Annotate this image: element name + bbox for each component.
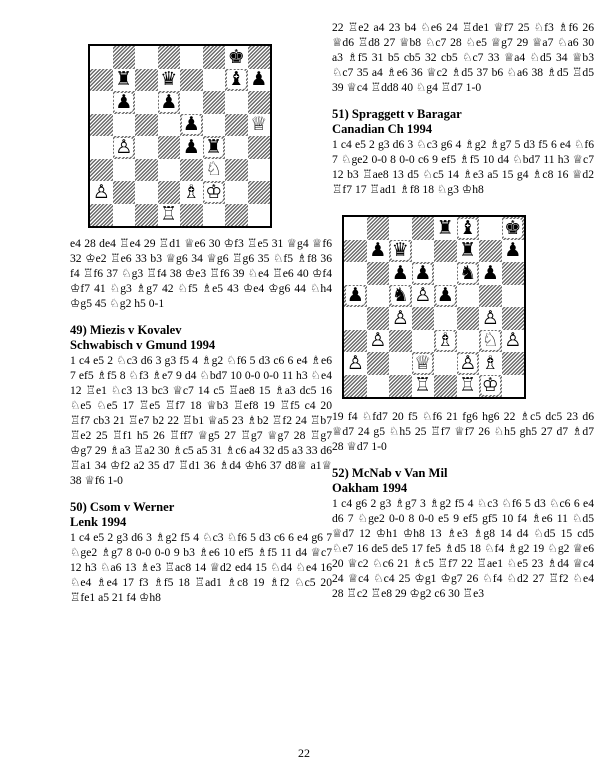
board-square [389, 240, 412, 263]
board-square [225, 114, 248, 137]
chess-piece-icon: ♚ [227, 45, 245, 68]
chess-piece-icon: ♟ [250, 68, 268, 91]
board-square [479, 375, 502, 398]
chess-piece-icon: ♙ [115, 135, 133, 158]
game-48-continuation: e4 28 de4 ♖e4 29 ♖d1 ♕e6 30 ♔f3 ♖e5 31 ♕g4 ♕f6 32 ♔e2 ♖e6 33 b3 ♕g6 34 ♕g6 ♖g6 35 ♘f5 ♗f8 36 f4 ♖f6 37 ♘g3 ♖f4 38 ♔e3 ♖f6 39 ♘e4 ♖e6 40 ♔f4 ♔f7 41 ♘g3 ♗g7 42 ♘f5 ♗e5 43 ♔e4 ♔g6 44 ♘h4 ♔g5 45 ♘g2 h5 0-1 [70, 237, 332, 310]
board-square [90, 181, 113, 204]
chess-piece-icon: ♖ [459, 374, 477, 397]
board-square [248, 69, 271, 92]
chess-piece-icon: ♙ [481, 306, 499, 329]
board-square [479, 262, 502, 285]
board-square [203, 136, 226, 159]
board-square [502, 262, 525, 285]
board-square [158, 181, 181, 204]
board-square [158, 46, 181, 69]
board-square [203, 46, 226, 69]
game-51-continuation: 19 f4 ♘fd7 20 f5 ♘f6 21 fg6 hg6 22 ♗c5 dc5 23 d6 ♕d7 24 g5 ♘h5 25 ♖f7 ♕f7 26 ♘h5 gh5 27 d7 ♗d7 28 ♕d7 1-0 [332, 410, 594, 453]
board-square [434, 240, 457, 263]
board-square [389, 217, 412, 240]
board-square [502, 330, 525, 353]
board-square [344, 240, 367, 263]
page-number: 22 [298, 746, 310, 760]
board-square [434, 375, 457, 398]
board-square [367, 217, 390, 240]
board-square [367, 262, 390, 285]
board-square [135, 136, 158, 159]
board-square [248, 46, 271, 69]
board-square [113, 181, 136, 204]
board-square [113, 91, 136, 114]
board-square [502, 352, 525, 375]
board-square [180, 69, 203, 92]
board-square [367, 307, 390, 330]
chess-piece-icon: ♟ [182, 135, 200, 158]
board-square [90, 69, 113, 92]
board-square [389, 307, 412, 330]
board-square [113, 136, 136, 159]
game-51 [332, 107, 594, 197]
board-square [367, 330, 390, 353]
chess-piece-icon: ♛ [391, 239, 409, 262]
game-52-title: 52) McNab v Van Mil [332, 466, 448, 480]
board-square [412, 352, 435, 375]
board-square [389, 262, 412, 285]
board-square [135, 69, 158, 92]
chess-piece-icon: ♗ [481, 351, 499, 374]
chess-piece-icon: ♙ [92, 180, 110, 203]
board-square [248, 114, 271, 137]
board-square [479, 307, 502, 330]
board-square [180, 136, 203, 159]
chess-piece-icon: ♙ [369, 329, 387, 352]
board-square [434, 330, 457, 353]
board-square [135, 114, 158, 137]
board-square [344, 330, 367, 353]
board-square [457, 352, 480, 375]
chess-piece-icon: ♜ [436, 216, 454, 239]
chess-piece-icon: ♖ [414, 374, 432, 397]
board-square [203, 114, 226, 137]
board-square [225, 46, 248, 69]
board-square [158, 69, 181, 92]
board-square [479, 330, 502, 353]
board-square [90, 159, 113, 182]
board-square [457, 375, 480, 398]
chess-piece-icon: ♕ [414, 351, 432, 374]
board-square [135, 159, 158, 182]
board-square [158, 204, 181, 227]
chess-piece-icon: ♙ [504, 329, 522, 352]
board-square [90, 91, 113, 114]
game-52-moves: 1 c4 g6 2 g3 ♗g7 3 ♗g2 f5 4 ♘c3 ♘f6 5 d3 ♘c6 6 e4 d6 7 ♘ge2 0-0 8 0-0 e5 9 ef5 gf5 10 f4 ♗e6 11 ♘d5 ♕d7 12 ♔h1 ♔h8 13 ♗e3 ♗g8 14 d4 ♘d5 15 cd5 ♘e7 16 de5 de5 17 fe5 ♗d5 18 ♘f4 ♗g2 19 ♘g2 ♕e6 20 ♕c2 ♘c6 21 ♗c5 ♖f7 22 ♖ae1 ♘e5 23 ♗d4 ♕c4 24 ♕c4 ♘c4 25 ♔g1 ♔g7 26 ♘f4 ♘d2 27 ♖f2 ♘e4 28 ♖c2 ♖e8 29 ♔g2 c6 30 ♖e3 [332, 497, 594, 600]
chess-piece-icon: ♟ [115, 90, 133, 113]
board-square [457, 285, 480, 308]
game-49-title: 49) Miezis v Kovalev [70, 323, 182, 337]
board-square [180, 181, 203, 204]
board-square [344, 217, 367, 240]
board-square [248, 159, 271, 182]
chess-piece-icon: ♝ [227, 68, 245, 91]
chess-piece-icon: ♞ [391, 284, 409, 307]
board-square [135, 46, 158, 69]
board-square [412, 240, 435, 263]
board-square [203, 91, 226, 114]
chess-piece-icon: ♛ [160, 68, 178, 91]
chess-piece-icon: ♟ [369, 239, 387, 262]
board-square [479, 285, 502, 308]
chess-piece-icon: ♘ [481, 329, 499, 352]
board-square [502, 240, 525, 263]
board-square [502, 375, 525, 398]
board-square [248, 136, 271, 159]
board-square [344, 262, 367, 285]
board-square [412, 330, 435, 353]
chess-piece-icon: ♚ [504, 216, 522, 239]
board-square [113, 114, 136, 137]
chess-piece-icon: ♞ [459, 261, 477, 284]
board-square [479, 352, 502, 375]
game-52-event: Oakham 1994 [332, 481, 408, 495]
board-square [457, 217, 480, 240]
board-square [367, 352, 390, 375]
board-square [367, 240, 390, 263]
chess-piece-icon: ♖ [160, 203, 178, 226]
board-square [180, 159, 203, 182]
board-square [113, 204, 136, 227]
board-square [412, 285, 435, 308]
board-square [412, 375, 435, 398]
board-square [203, 181, 226, 204]
board-square [479, 217, 502, 240]
board-square [180, 91, 203, 114]
chess-piece-icon: ♟ [391, 261, 409, 284]
game-51-event: Canadian Ch 1994 [332, 122, 433, 136]
board-square [180, 114, 203, 137]
board-square [203, 204, 226, 227]
board-square [389, 285, 412, 308]
board-square [412, 262, 435, 285]
board-square [203, 159, 226, 182]
chess-piece-icon: ♙ [346, 351, 364, 374]
board-square [389, 352, 412, 375]
left-column [70, 0, 332, 605]
chess-piece-icon: ♙ [414, 284, 432, 307]
board-square [434, 262, 457, 285]
chess-piece-icon: ♕ [250, 113, 268, 136]
board-square [135, 181, 158, 204]
board-square [158, 159, 181, 182]
board-square [457, 262, 480, 285]
game-50-moves: 1 c4 e5 2 g3 d6 3 ♗g2 f5 4 ♘c3 ♘f6 5 d3 c6 6 e4 g6 7 ♘ge2 ♗g7 8 0-0 0-0 9 b3 ♗e6 10 ef5 ♗f5 11 d4 ♕c7 12 h3 ♘a6 13 ♗e3 ♖ac8 14 ♕d2 ed4 15 ♘d4 ♘e4 16 ♘e4 ♗e4 17 f3 ♗f5 18 ♖ad1 ♗c8 19 ♗f2 ♘c5 20 ♖fe1 a5 21 f4 ♔h8 [70, 531, 332, 604]
board-square [158, 136, 181, 159]
game-51-title: 51) Spraggett v Baragar [332, 107, 462, 121]
board-square [457, 307, 480, 330]
board-square [158, 114, 181, 137]
board-square [225, 204, 248, 227]
chess-piece-icon: ♟ [346, 284, 364, 307]
board-square [502, 307, 525, 330]
right-column [332, 0, 594, 601]
chess-piece-icon: ♗ [182, 180, 200, 203]
chess-piece-icon: ♟ [160, 90, 178, 113]
board-square [389, 330, 412, 353]
board-square [225, 136, 248, 159]
board-square [248, 204, 271, 227]
board-square [344, 285, 367, 308]
board-square [158, 91, 181, 114]
board-square [344, 307, 367, 330]
board-square [389, 375, 412, 398]
board-square [90, 46, 113, 69]
board-square [248, 91, 271, 114]
chess-piece-icon: ♟ [481, 261, 499, 284]
game-50 [70, 500, 332, 605]
board-square [225, 159, 248, 182]
board-square [457, 240, 480, 263]
board-square [344, 352, 367, 375]
chess-piece-icon: ♙ [459, 351, 477, 374]
board-square [479, 240, 502, 263]
game-51-moves: 1 c4 e5 2 g3 d6 3 ♘c3 g6 4 ♗g2 ♗g7 5 d3 f5 6 e4 ♘f6 7 ♘ge2 0-0 8 0-0 c6 9 ef5 ♗f5 10 d4 ♘bd7 11 h3 ♕c7 12 b3 ♖ae8 13 d5 ♘c5 14 ♗e3 a5 15 g4 ♗c8 16 ♕d2 ♖f7 17 ♖ad1 ♗f8 18 ♘g3 ♔h8 [332, 138, 594, 196]
board-square [113, 159, 136, 182]
chess-piece-icon: ♙ [391, 306, 409, 329]
chess-piece-icon: ♟ [414, 261, 432, 284]
board-square [367, 285, 390, 308]
board-square [180, 46, 203, 69]
game-50-event: Lenk 1994 [70, 515, 127, 529]
board-square [180, 204, 203, 227]
game-52 [332, 466, 594, 601]
chess-piece-icon: ♟ [436, 284, 454, 307]
board-square [225, 91, 248, 114]
game-49-event: Schwabisch v Gmund 1994 [70, 338, 216, 352]
game-49-moves: 1 c4 e5 2 ♘c3 d6 3 g3 f5 4 ♗g2 ♘f6 5 d3 c6 6 e4 ♗e6 7 ef5 ♗f5 8 ♘f3 ♗e7 9 d4 ♘bd7 10 0-0 0-0 11 h3 ♘e4 12 ♖e1 ♘c3 13 bc3 ♕c7 14 c5 ♖ae8 15 ♗a3 dc5 16 ♘e5 ♘e5 17 ♖e5 ♖f7 18 ♕b3 ♖ef8 19 ♖f5 c4 20 ♖f7 cb3 21 ♖e7 b2 22 ♖b1 ♕a5 23 ♗b2 ♖f2 24 ♖b7 ♖e2 25 ♖f1 h5 26 ♖ff7 ♕g5 27 ♖g7 ♕g7 28 ♖g7 ♔g7 29 ♗a3 ♖a2 30 ♗c5 a5 31 ♗c6 a4 32 d5 a3 33 d6 ♖a1 34 ♔f2 a2 35 d7 ♖d1 36 ♗d4 ♔h6 37 d8♕ a1♕ 38 ♕f6 1-0 [70, 354, 332, 487]
game-50-title: 50) Csom v Werner [70, 500, 175, 514]
chess-piece-icon: ♜ [205, 135, 223, 158]
board-square [434, 352, 457, 375]
board-square [412, 307, 435, 330]
board-square [90, 204, 113, 227]
board-square [412, 217, 435, 240]
board-square [344, 375, 367, 398]
board-square [457, 330, 480, 353]
board-square [225, 181, 248, 204]
chess-piece-icon: ♔ [481, 374, 499, 397]
chess-diagram-2 [342, 215, 526, 399]
chess-piece-icon: ♗ [436, 329, 454, 352]
board-square [113, 69, 136, 92]
chess-piece-icon: ♜ [459, 239, 477, 262]
board-square [434, 285, 457, 308]
chess-diagram-1 [88, 44, 272, 228]
board-square [248, 181, 271, 204]
board-square [90, 114, 113, 137]
board-square [434, 307, 457, 330]
chess-piece-icon: ♜ [115, 68, 133, 91]
chess-piece-icon: ♝ [459, 216, 477, 239]
chess-piece-icon: ♟ [504, 239, 522, 262]
board-square [434, 217, 457, 240]
game-50-continuation: 22 ♖e2 a4 23 b4 ♘e6 24 ♖de1 ♕f7 25 ♘f3 ♗f6 26 ♕d6 ♖d8 27 ♕b8 ♘c7 28 ♘e5 ♕g7 29 ♕a7 ♘a6 30 a3 ♗f5 31 b5 cb5 32 cb5 ♘c7 33 ♕a4 ♘d5 34 ♕b3 ♘c7 35 a4 ♗e6 36 ♕c2 ♗d5 37 b6 ♘a6 38 ♗d5 ♖d5 39 ♕c4 ♖dd8 40 ♘g4 ♖d7 1-0 [332, 21, 594, 94]
board-square [367, 375, 390, 398]
board-square [502, 217, 525, 240]
board-square [135, 204, 158, 227]
chess-piece-icon: ♟ [182, 113, 200, 136]
chess-piece-icon: ♘ [205, 158, 223, 181]
chess-piece-icon: ♔ [205, 180, 223, 203]
board-square [225, 69, 248, 92]
board-square [502, 285, 525, 308]
board-square [135, 91, 158, 114]
game-49 [70, 323, 332, 488]
board-square [90, 136, 113, 159]
board-square [113, 46, 136, 69]
board-square [203, 69, 226, 92]
